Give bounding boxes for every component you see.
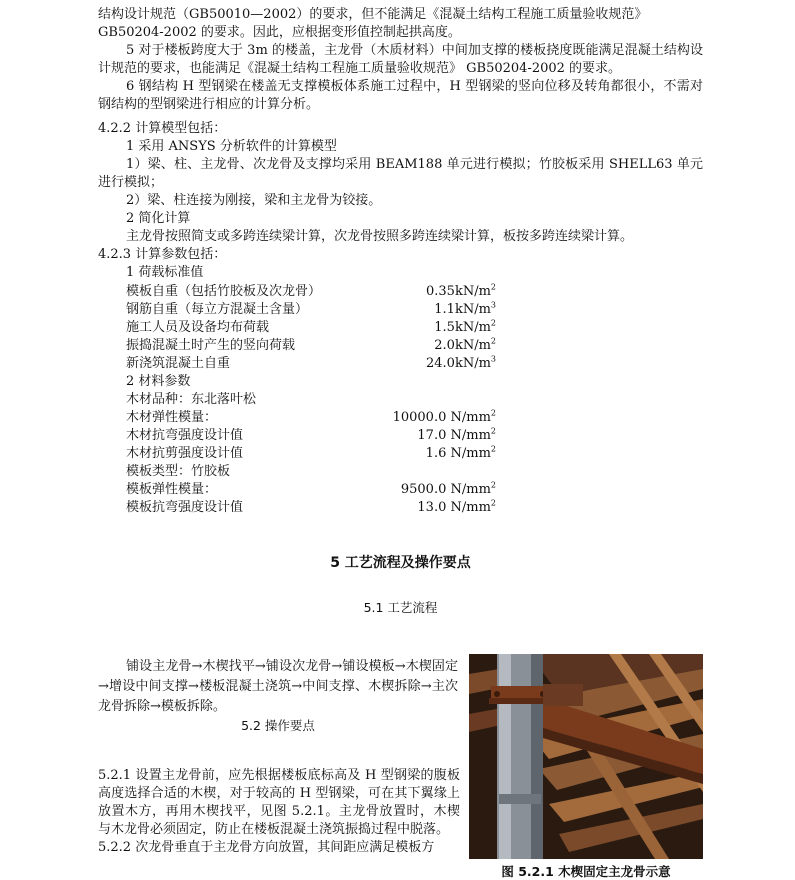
param-row [126,337,526,355]
param-value: 10000.0 $N/mm^2$ [392,408,496,425]
param-row [126,355,526,373]
section-4-2-3 [98,246,703,282]
intro-line-2: GB50204-2002 的要求。因此，应根据变形值控制起拱高度。 [98,25,461,40]
param-label: 木材抗弯强度设计值 [126,428,244,443]
param-row [126,409,526,427]
param-label: 模板自重（包括竹胶板及次龙骨） [126,284,322,299]
form-type: 模板类型：竹胶板 [126,464,231,479]
param-row [126,499,526,517]
wood-type: 木材品种：东北落叶松 [126,392,257,407]
intro-section [98,6,703,114]
param-label: 施工人员及设备均布荷载 [126,320,270,335]
model-item-2: 2 简化计算 [126,211,191,226]
param-value: 17.0 $N/mm^2$ [417,426,496,443]
param-value: $1.1kN/m^3$ [434,300,496,317]
param-value: $24.0kN/m^3$ [425,354,496,371]
process-flow: 铺设主龙骨→木楔找平→铺设次龙骨→铺设模板→木楔固定→增设中间支撑→楼板混凝土浇筑→中间支撑、木楔拆除→主次龙骨拆除→模板拆除。 [98,659,458,714]
materials-heading: 2 材料参数 [126,374,191,389]
param-label: 模板抗弯强度设计值 [126,500,244,515]
param-value: 13.0 $N/mm^2$ [417,498,496,515]
point-5-2-2: 5.2.2 次龙骨垂直于主龙骨方向放置，其间距应满足模板方 [98,840,435,855]
param-row [126,283,526,301]
loads-heading: 1 荷载标准值 [126,265,204,280]
chapter-5-title: 5 工艺流程及操作要点 [330,555,471,571]
point-5-2-1: 5.2.1 设置主龙骨前，应先根据楼板底标高及 H 型钢梁的腹板高度选择合适的木楔，对于较高的 H 型钢梁，可在其下翼缘上放置木方，再用木楔找平，见图 5.2.1。主龙骨放置时，木楔与木龙骨必须固定，防止在楼板混凝土浇筑振捣过程中脱落。 [98,768,460,837]
param-row [126,481,526,499]
param-label: 新浇筑混凝土自重 [126,356,231,371]
model-item-1: 1 采用 ANSYS 分析软件的计算模型 [126,139,337,154]
section-5-1-title: 5.1 工艺流程 [363,600,438,615]
model-item-1a: 1）梁、柱、主龙骨、次龙骨及支撑均采用 BEAM188 单元进行模拟；竹胶板采用 SHELL63 单元进行模拟； [98,157,703,190]
intro-line-1: 结构设计规范（GB50010—2002）的要求，但不能满足《混凝土结构工程施工质量验收规范》 [98,7,648,22]
section-4-2-3-title: 4.2.3 计算参数包括： [98,247,227,262]
param-value: $1.5kN/m^2$ [434,318,496,335]
item-6: 6 钢结构 H 型钢梁在楼盖无支撑模板体系施工过程中，H 型钢梁的竖向位移及转角都很小，不需对钢结构的型钢梁进行相应的计算分析。 [98,79,703,112]
section-4-2-2-title: 4.2.2 计算模型包括： [98,121,227,136]
figure-caption: 图 5.2.1 木楔固定主龙骨示意 [501,864,671,879]
operation-points [98,767,460,857]
model-item-1b: 2）梁、柱连接为刚接，梁和主龙骨为铰接。 [126,193,382,208]
section-5-2-title: 5.2 操作要点 [241,718,315,733]
figure-photo [469,654,703,859]
param-value: $2.0kN/m^2$ [434,336,496,353]
param-label: 振捣混凝土时产生的竖向荷载 [126,338,296,353]
section-4-2-2 [98,120,703,246]
param-label: 木材弹性模量： [126,410,218,425]
param-label: 钢筋自重（每立方混凝土含量） [126,302,309,317]
model-item-2a: 主龙骨按照简支或多跨连续梁计算，次龙骨按照多跨连续梁计算，板按多跨连续梁计算。 [126,229,634,244]
param-value: 9500.0 $N/mm^2$ [400,480,496,497]
item-5: 5 对于楼板跨度大于 3m 的楼盖，主龙骨（木质材料）中间加支撑的楼板挠度既能满足混凝土结构设计规范的要求，也能满足《混凝土结构工程施工质量验收规范》 GB50204-2002 的要求。 [98,43,703,76]
param-row [126,319,526,337]
param-row [126,301,526,319]
param-row [126,445,526,463]
param-label: 木材抗剪强度设计值 [126,446,244,461]
param-value: 1.6 $N/mm^2$ [425,444,496,461]
param-row [126,427,526,445]
parameter-list [126,283,526,517]
param-value: $0.35kN/m^2$ [425,282,496,299]
param-label: 模板弹性模量： [126,482,218,497]
